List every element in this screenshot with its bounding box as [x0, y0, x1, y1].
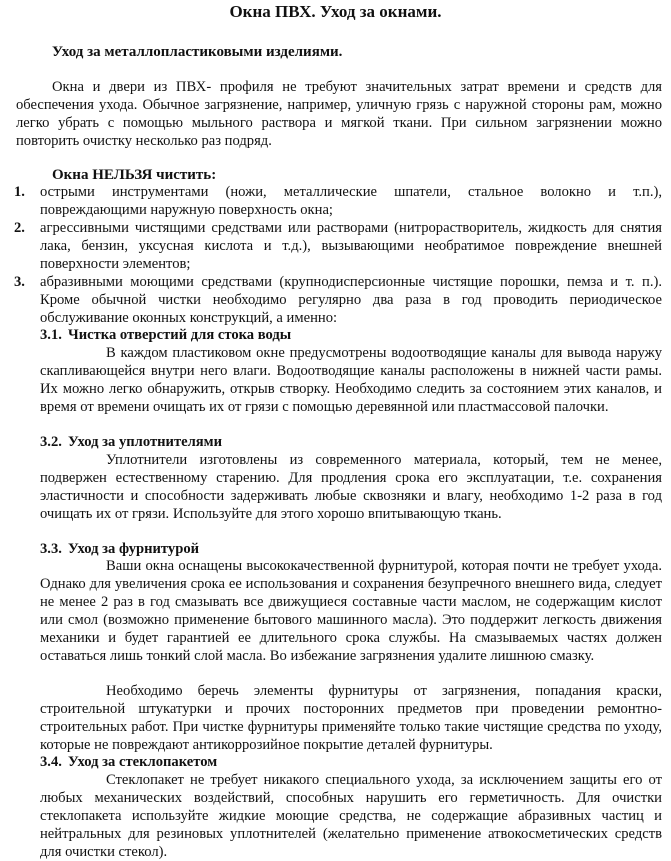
document-subtitle: Уход за металлопластиковыми изделиями.	[52, 44, 343, 60]
section-title: Уход за стеклопакетом	[68, 754, 218, 770]
section-paragraph: В каждом пластиковом окне предусмотрены водоотводящие каналы для вывода наружу скапливающейся внутри него влаги. Водоотводящие каналы расположены в нижней части рамы. Их можно легко обнаружить, открыв створку. Необходимо следить за состоянием этих каналов, и время от времени очищать их от грязи с помощью деревянной или пластмассовой палочки.	[40, 345, 662, 415]
section-number: 3.1.	[40, 327, 62, 343]
forbidden-heading: Окна НЕЛЬЗЯ чистить:	[52, 167, 217, 183]
section-number: 3.4.	[40, 754, 62, 770]
section-paragraph: Необходимо беречь элементы фурнитуры от загрязнения, попадания краски, строительной штукатурки и прочих посторонних предметов при проведении ремонтно-строительных работ. При чистке фурнитуры применяйте только такие чистящие средства по уходу, которые не повреждают антикоррозийное покрытие деталей фурнитуры.	[40, 683, 662, 753]
section-paragraph: Ваши окна оснащены высококачественной фурнитурой, которая почти не требует ухода. Однако для увеличения срока ее использования и сохранения безупречного внешнего вида, следует не менее 2 раз в год смазывать все движущиеся составные части маслом, не содержащим кислот или смол (возможно применение бытового машинного масла). Это поддержит легкость движения механики и будет гарантией ее длительного срока службы. На смазываемых частях должен оставаться лишь тонкий слой масла. Во избежание загрязнения удалите лишнюю смазку.	[40, 558, 662, 664]
list-item-text: агрессивными чистящими средствами или растворами (нитрорастворитель, жидкость для снятия лака, бензин, уксусная кислота и т.д.), вызывающими необратимое повреждение внешней поверхности элементов;	[40, 220, 662, 272]
list-item-number: 2.	[14, 220, 25, 236]
list-item-text: острыми инструментами (ножи, металлические шпатели, стальное волокно и т.п.), повреждающими наружную поверхность окна;	[40, 184, 662, 218]
section-number: 3.3.	[40, 541, 62, 557]
section-title: Уход за уплотнителями	[68, 434, 223, 450]
document-title: Окна ПВХ. Уход за окнами.	[229, 2, 442, 21]
list-item-text: абразивными моющими средствами (крупнодисперсионные чистящие порошки, пемза и т. п.). Кроме обычной чистки необходимо регулярно два раза в год проводить периодическое обслуживание оконных конструкций, а именно:	[40, 274, 662, 326]
section-paragraph: Уплотнители изготовлены из современного материала, который, тем не менее, подвержен естественному старению. Для продления срока его эксплуатации, т.е. сохранения эластичности и способности задерживать любые сквозняки и влагу, необходимо 1-2 раза в год очищать их от грязи. Используйте для этого хорошо впитывающую ткань.	[40, 452, 662, 522]
intro-paragraph: Окна и двери из ПВХ- профиля не требуют значительных затрат времени и средств для обеспечения ухода. Обычное загрязнение, например, уличную грязь с наружной стороны рам, можно легко убрать с помощью мыльного раствора и мягкой ткани. При сильном загрязнении можно повторить очистку несколько раз подряд.	[16, 79, 662, 149]
section-number: 3.2.	[40, 434, 62, 450]
list-item-number: 1.	[14, 184, 25, 200]
list-item-number: 3.	[14, 274, 25, 290]
section-title: Уход за фурнитурой	[68, 541, 200, 557]
section-title: Чистка отверстий для стока воды	[68, 327, 292, 343]
section-paragraph: Стеклопакет не требует никакого специального ухода, за исключением защиты его от любых механических воздействий, способных нарушить его герметичность. Для очистки стеклопакета используйте жидкие моющие средства, не содержащие абразивных частиц и нейтральных для резиновых уплотнителей (желательно применение атвокосметических средств для очистки стекол).	[40, 772, 662, 860]
